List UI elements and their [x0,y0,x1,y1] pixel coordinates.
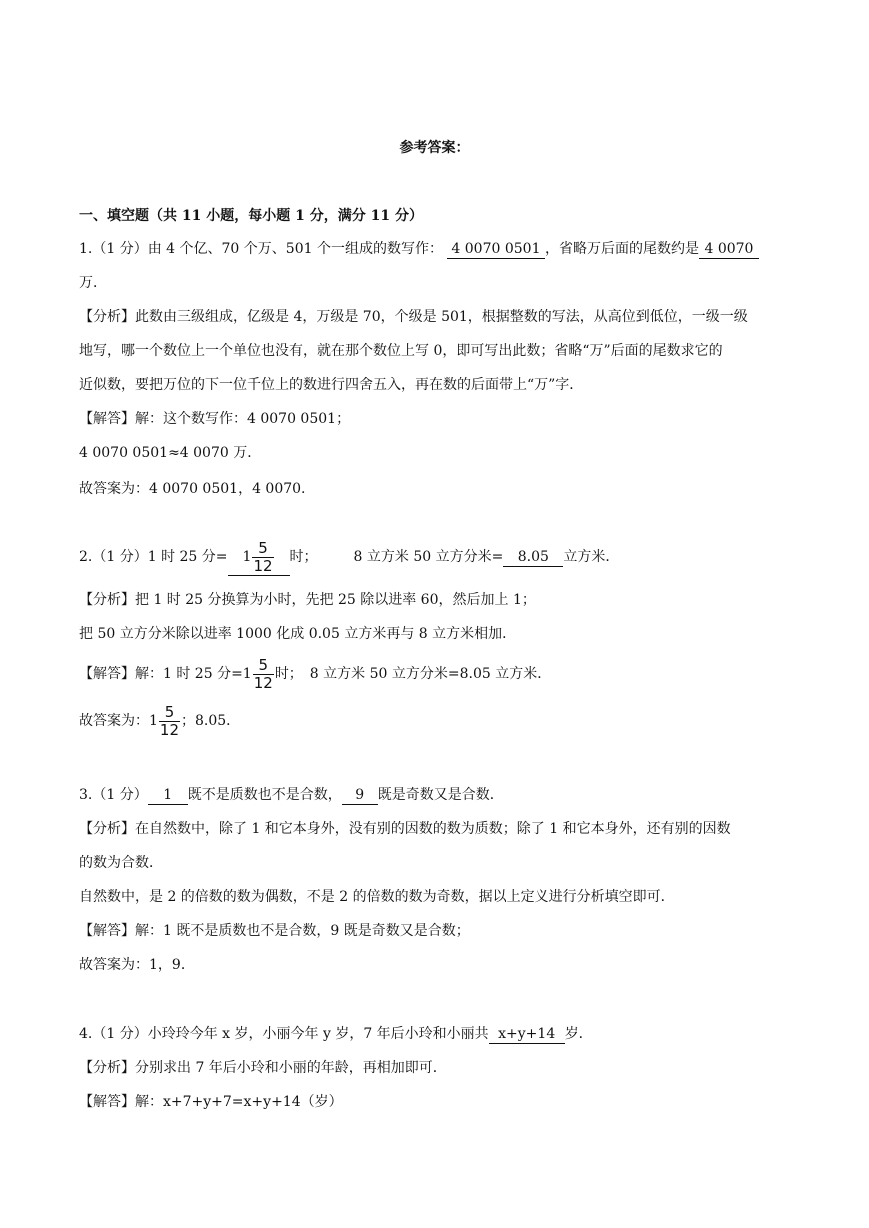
question-text: 时； [289,549,318,565]
question-text: 1.（1 分）由 4 个亿、70 个万、501 个一组成的数写作： [79,241,443,257]
analysis-text: 【分析】在自然数中，除了 1 和它本身外，没有别的因数的数为质数；除了 1 和它本身外，还有别的因数 [79,821,731,837]
mixed-number-whole: 1 [242,549,252,565]
answer-text: 故答案为：1 [79,713,158,729]
answer-blank: 1 [148,786,188,805]
answer-blank: 4 0070 0501 [447,240,545,259]
question-2-stem [79,537,619,577]
answer-line [79,701,240,741]
section-heading: 一、填空题（共 11 小题，每小题 1 分，满分 11 分） [79,208,423,224]
fraction-denominator: 12 [159,720,180,739]
analysis-text: 自然数中，是 2 的倍数的数为偶数，不是 2 的倍数的数为奇数，据以上定义进行分析填空即可． [79,889,675,905]
answer-blank: 9 [342,786,378,805]
fraction-numerator: 5 [164,702,175,721]
question-text: ，省略万后面的尾数约是 [544,241,699,257]
fraction-denominator: 12 [253,673,273,692]
question-text: 2.（1 分）1 时 25 分= [79,549,228,565]
answer-text: ；8.05． [181,713,241,729]
question-1-stem [79,239,759,259]
analysis-text: 【分析】分别求出 7 年后小玲和小丽的年龄，再相加即可． [79,1060,447,1076]
solution-text: 【解答】解：1 既不是质数也不是合数，9 既是奇数又是合数； [79,923,470,939]
answer-blank: x+y+14 [489,1025,565,1044]
analysis-text: 【分析】此数由三级组成，亿级是 4，万级是 70，个级是 501，根据整数的写法，从高位到低位，一级一级 [79,309,748,325]
fraction [253,657,274,692]
solution-text: 4 0070 0501≈4 0070 万． [79,445,262,461]
answer-blank: 8.05 [503,548,563,567]
fraction [252,540,273,575]
fraction-numerator: 5 [258,655,269,674]
question-text: 8 立方米 50 立方分米= [353,549,504,565]
question-3-stem [79,785,504,805]
answer-text: 故答案为：4 0070 0501，4 0070. [79,481,306,497]
question-text: 既不是质数也不是合数， [187,787,342,803]
question-text: 4.（1 分）小玲玲今年 x 岁，小丽今年 y 岁，7 年后小玲和小丽共 [79,1026,489,1042]
answer-blank: 4 0070 [699,240,759,259]
solution-text: 【解答】解：1 时 25 分=1 [79,666,252,682]
analysis-text: 的数为合数． [79,855,163,871]
question-text: 既是奇数又是合数． [377,787,504,803]
question-4-stem [79,1024,593,1044]
page-title: 参考答案： [399,140,470,156]
solution-text: 时； 8 立方米 50 立方分米=8.05 立方米． [274,666,552,682]
solution-line [79,654,551,694]
fraction-numerator: 5 [258,538,268,557]
question-text: 岁． [564,1026,593,1042]
question-text: 3.（1 分） [79,787,148,803]
answer-blank [228,539,290,576]
question-text: 万． [79,275,107,291]
analysis-text: 近似数，要把万位的下一位千位上的数进行四舍五入，再在数的后面带上“万”字． [79,377,584,393]
question-text: 立方米． [563,549,620,565]
analysis-text: 把 50 立方分米除以进率 1000 化成 0.05 立方米再与 8 立方米相加． [79,626,517,642]
fraction-denominator: 12 [253,556,273,575]
solution-text: 【解答】解：这个数写作：4 0070 0501； [79,411,351,427]
fraction [159,704,180,739]
answer-text: 故答案为：1，9． [79,957,195,973]
solution-text: 【解答】解：x+7+y+7=x+y+14（岁） [79,1094,343,1110]
analysis-text: 地写，哪一个数位上一个单位也没有，就在那个数位上写 0，即可写出此数；省略“万”后面的尾数求它的 [79,343,723,359]
analysis-text: 【分析】把 1 时 25 分换算为小时，先把 25 除以进率 60，然后加上 1； [79,592,536,608]
